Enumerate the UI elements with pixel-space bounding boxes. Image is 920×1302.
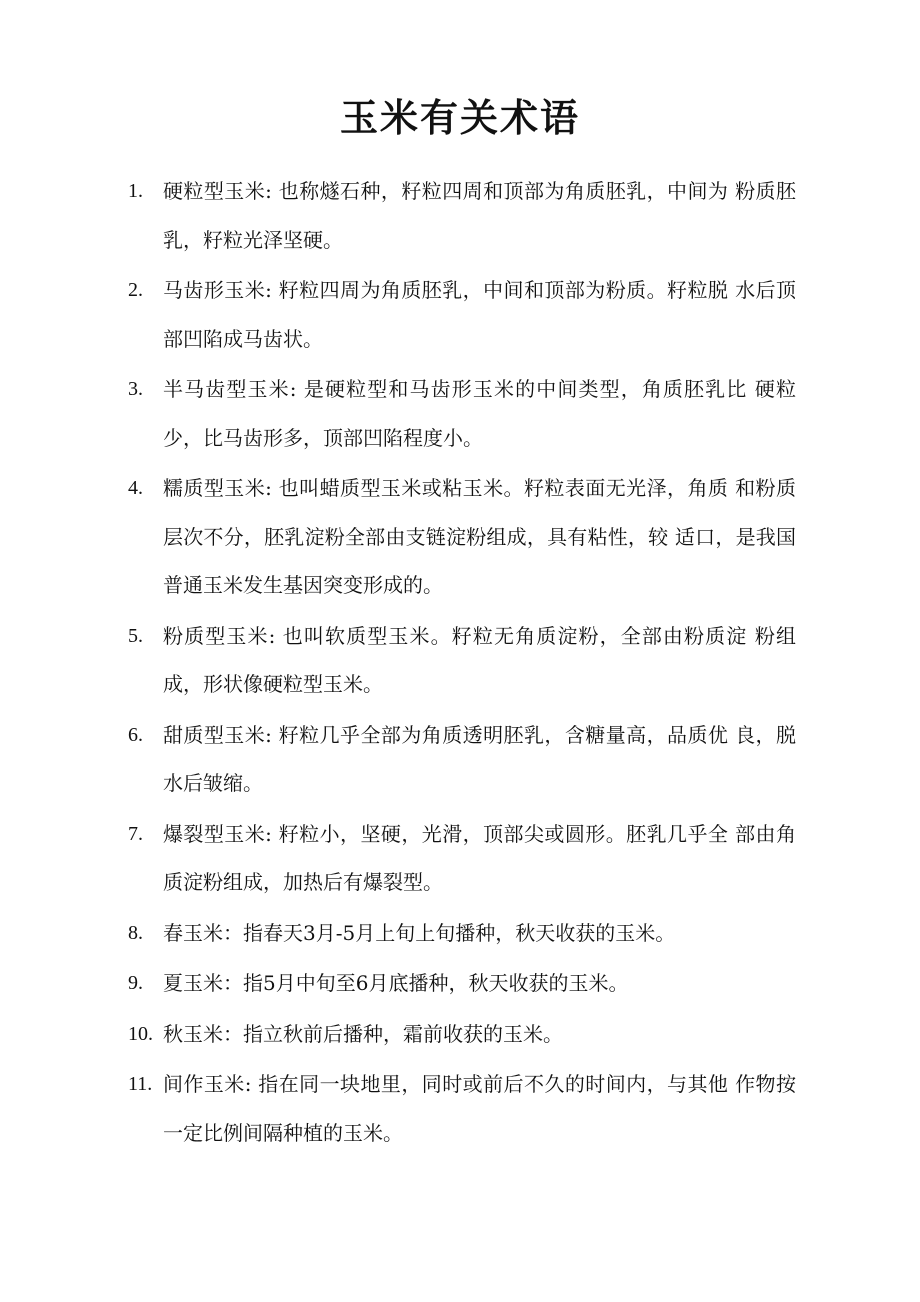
item-number: 9. — [128, 972, 143, 994]
item-text: 硬粒型玉米: 也称燧石种，籽粒四周和顶部为角质胚乳，中间为 粉质胚乳，籽粒光泽坚硬。 — [163, 179, 796, 252]
item-text: 糯质型玉米: 也叫蜡质型玉米或粘玉米。籽粒表面无光泽，角质 和粉质层次不分，胚乳淀粉全部由支链淀粉组成，具有粘性，较 适口，是我国普通玉米发生基因突变形成的。 — [163, 476, 796, 597]
list-item — [128, 464, 796, 610]
item-text: 间作玉米: 指在同一块地里，同时或前后不久的时间内，与其他 作物按一定比例间隔种植的玉米。 — [163, 1072, 796, 1145]
list-item — [128, 365, 796, 462]
list-item — [128, 1060, 796, 1157]
item-number: 8. — [128, 921, 143, 944]
item-text: 夏玉米：指5月中旬至6月底播种，秋天收获的玉米。 — [163, 971, 629, 995]
item-number: 6. — [128, 723, 143, 746]
item-number: 10. — [128, 1022, 153, 1045]
list-item — [128, 810, 796, 907]
list-item — [128, 266, 796, 363]
item-number: 7. — [128, 822, 143, 845]
list-item — [128, 1010, 796, 1059]
item-number: 11. — [128, 1073, 153, 1095]
item-text: 马齿形玉米: 籽粒四周为角质胚乳，中间和顶部为粉质。籽粒脱 水后顶部凹陷成马齿状。 — [163, 278, 796, 351]
list-item — [128, 167, 796, 264]
item-number: 3. — [128, 378, 143, 400]
item-number: 2. — [128, 279, 143, 301]
item-number: 4. — [128, 477, 143, 499]
list-item — [128, 959, 796, 1008]
list-item — [128, 909, 796, 958]
item-number: 1. — [128, 180, 143, 202]
item-text: 春玉米：指春天3月-5月上旬上旬播种，秋天收获的玉米。 — [163, 920, 676, 945]
term-list — [128, 167, 796, 1159]
item-number: 5. — [128, 624, 143, 647]
item-text: 秋玉米：指立秋前后播种，霜前收获的玉米。 — [163, 1021, 563, 1046]
list-item — [128, 711, 796, 808]
item-text: 半马齿型玉米: 是硬粒型和马齿形玉米的中间类型，角质胚乳比 硬粒少，比马齿形多，顶部凹陷程度小。 — [163, 377, 796, 450]
item-text: 爆裂型玉米: 籽粒小，坚硬，光滑，顶部尖或圆形。胚乳几乎全 部由角质淀粉组成，加热后有爆裂型。 — [163, 821, 796, 894]
item-text: 粉质型玉米: 也叫软质型玉米。籽粒无角质淀粉，全部由粉质淀 粉组成，形状像硬粒型玉米。 — [163, 623, 796, 696]
list-item — [128, 612, 796, 709]
page-title: 玉米有关术语 — [339, 95, 580, 140]
item-text: 甜质型玉米: 籽粒几乎全部为角质透明胚乳，含糖量高，品质优 良，脱水后皱缩。 — [163, 722, 796, 795]
